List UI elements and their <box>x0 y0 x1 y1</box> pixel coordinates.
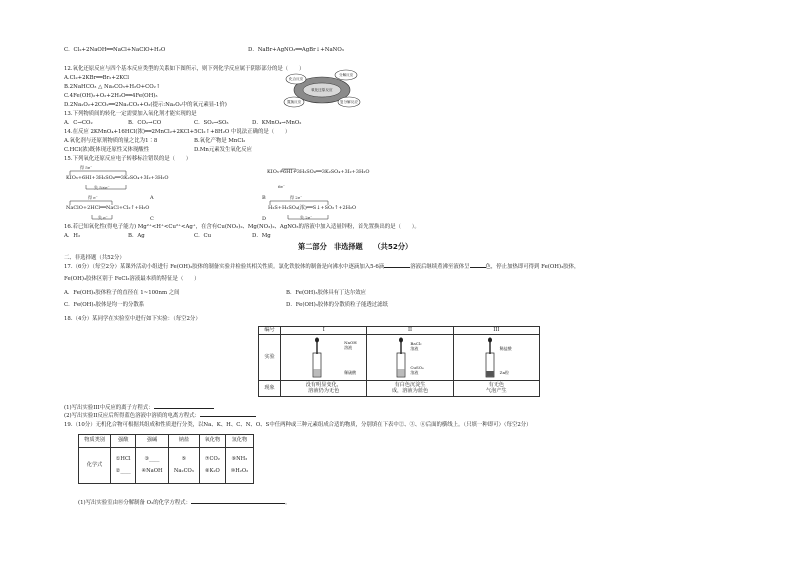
q15-b-top-label: 6e⁻ <box>278 184 286 189</box>
q18-sub2 <box>64 413 256 419</box>
q15-c-equation: NaClO+2HCl══NaCl+Cl₂↑+H₂O <box>66 205 150 211</box>
q19-stem: 19.（10分）无机化合物可根据其组成和性质进行分类，以Na、K、H、C、N、O、S中任两种或三种元素组成合适的物质，分别填在下表中②、③、⑥后面的横线上。（只填一种即可）（每空2分） <box>64 422 532 428</box>
q19-col5-item2: ⑩H₂O₂ <box>230 467 249 474</box>
q19-col5-cell <box>225 448 253 484</box>
q19-header-5: 氢化物 <box>225 435 253 448</box>
q19-col3-item2: Na₂CO₃ <box>173 467 194 474</box>
q18-sub1 <box>64 405 214 411</box>
q19-sub1-blank[interactable] <box>191 503 285 504</box>
section2-heading: 二、非选择题（共52分） <box>64 255 125 261</box>
q17-line1 <box>64 264 579 270</box>
q18-obs1 <box>281 381 367 397</box>
q12-option-d: D.2Na₂O₂+2CO₂══2Na₂CO₃+O₂(提示:Na₂O₂中的氧元素显-1价) <box>64 102 227 108</box>
q18-experiment-table <box>258 326 540 397</box>
q19-header-3: 钠盐 <box>168 435 199 448</box>
q17-option-c: C．Fe(OH)₃胶体是均一的分散系 <box>64 302 145 308</box>
q18-obs1-line2: 溶液仍为无色 <box>308 387 340 394</box>
q14-option-a: A.氧化剂与还原剂物质的量之比为1∶8 <box>64 138 158 144</box>
q19-col4-item2: ⑧K₂O <box>204 467 220 474</box>
q18-sub1-blank[interactable] <box>154 408 214 409</box>
q19-classification-table <box>78 434 254 484</box>
q17-blank-1[interactable] <box>384 267 410 268</box>
q19-col2-cell <box>136 448 169 484</box>
q15-a-top-label: 得 5e⁻ <box>80 165 93 170</box>
q18-header-1: I <box>281 327 367 335</box>
q19-sub1 <box>78 500 290 506</box>
q16-option-a: A．H₂ <box>64 233 81 239</box>
q18-exp3-top: 稀盐酸 <box>499 346 512 351</box>
q15-c-top-label: 得 e⁻ <box>88 195 98 200</box>
q19-row-label: 化学式 <box>79 448 111 484</box>
q19-col3-cell <box>168 448 199 484</box>
q18-exp2-bot2: 溶液 <box>410 370 419 375</box>
q18-header-3: III <box>453 327 539 335</box>
q15-a-bottom-label: 失 5×e⁻ <box>94 185 110 190</box>
q15-a-label: A <box>150 195 154 201</box>
q15-a-equation: KIO₃+6HI+3H₂SO₄══3K₂SO₄+3I₂+3H₂O <box>66 175 169 181</box>
q18-row-observation-label: 现象 <box>259 381 281 397</box>
q15-d-bottom-label: 失 2e⁻ <box>300 215 313 220</box>
q19-col3-item1: ⑤ <box>181 455 187 462</box>
q18-obs2-line2: 成，溶液为蓝色 <box>391 387 429 394</box>
q19-col5-item1: ⑨NH₃ <box>231 455 248 462</box>
q15-b-equation: KIO₃+6HI+3H₂SO₄══3K₂SO₄+3I₂+3H₂O <box>267 169 370 175</box>
option-c-top: C．Cl₂+2NaOH══NaCl+NaClO+H₂O <box>64 47 166 53</box>
q17-option-a: A．Fe(OH)₃胶体粒子的直径在 1~100nm 之间 <box>64 290 180 296</box>
q15-c-label: C <box>150 216 154 222</box>
q18-obs1-line1: 没有明显变化， <box>305 381 342 388</box>
q16-stem: 16.若已知氧化性(得电子能力) Mg²⁺<H⁺<Cu²⁺<Ag⁺，在含有Cu(NO₃)₂、Mg(NO₃)₂、AgNO₃的溶液中加入适量锌粉，首先置换出的是（ ）。 <box>64 224 420 230</box>
q17-line1-a: 17.（6分）（每空2分）某课外活动小组进行 Fe(OH)₃胶体的制备实验并检验其相关性质。氯化铁胶体的制备是向沸水中逐滴加入5-6滴 <box>64 264 385 270</box>
q17-line1-c: 色，停止加热即可得到 Fe(OH)₃胶体， <box>485 264 580 270</box>
q15-stem: 15.下列氧化还原反应电子转移标注错误的是（ ） <box>64 156 192 162</box>
q18-exp3-cell <box>453 335 539 381</box>
q15-d-top-label: 得 2e⁻ <box>290 195 303 200</box>
q17-option-b: B．Fe(OH)₃胶体具有丁达尔效应 <box>286 290 366 296</box>
q19-header-4: 氧化物 <box>200 435 226 448</box>
q12-option-b: B.2NaHCO₃ △ Na₂CO₃+H₂O+CO₂↑ <box>64 84 161 90</box>
q18-sub1-text: (1)写出实验III中反应的离子方程式： <box>64 405 154 411</box>
q18-obs3-line1: 有无色 <box>488 381 505 388</box>
q14-stem: 14.在反应 2KMnO₄+16HCl(浓)══2MnCl₂+2KCl+5Cl₂↑+8H₂O 中说法正确的是（ ） <box>64 129 291 135</box>
q19-col2-item1[interactable]: ③____ <box>144 455 160 462</box>
q17-blank-2[interactable] <box>470 267 486 268</box>
venn-center-label: 氧化还原反应 <box>311 88 333 92</box>
q14-option-c: C.HCl(浓)既体现还原性又体现酸性 <box>64 147 150 153</box>
q13-stem: 13.下列物质间的转化一定需要加入氧化剂才能实现的是 <box>64 111 197 117</box>
q18-exp1-cell <box>281 335 367 381</box>
q18-exp1-top2: 溶液 <box>344 345 353 350</box>
q13-option-d: D．KMnO₄→MnO₂ <box>252 120 302 126</box>
q15-d-label: D <box>262 216 267 222</box>
q19-col1-item2[interactable]: ②____ <box>115 467 131 474</box>
q19-col1-item1: ①HCl <box>115 455 131 462</box>
q19-col1-cell <box>111 448 136 484</box>
q17-option-d: D．Fe(OH)₃胶体的分散质粒子能透过滤纸 <box>286 302 388 308</box>
q18-exp3-bot: Zn粒 <box>499 370 510 375</box>
q19-col4-item1: ⑦CO₂ <box>204 455 220 462</box>
q18-exp2-top2: 溶液 <box>410 346 419 351</box>
q18-header-label: 编号 <box>259 327 281 335</box>
q18-stem: 18.（4分）某同学在实验室中进行如下实验：（每空2分） <box>64 316 201 322</box>
q18-exp2-top: BaCl₂ <box>410 341 422 346</box>
q18-row-experiment-label: 实验 <box>259 335 281 381</box>
q19-col2-item2: ④NaOH <box>141 467 163 474</box>
q18-sub2-blank[interactable] <box>200 416 256 417</box>
q15-b-label: B <box>262 195 266 201</box>
q12-stem: 12.氧化还原反应与四个基本反应类型的关系如下图所示，则下列化学反应属于阴影部分的是（ ） <box>64 66 305 72</box>
option-d-top: D．NaBr+AgNO₃══AgBr↓+NaNO₃ <box>248 47 344 53</box>
q16-option-c: C．Cu <box>194 233 212 239</box>
part2-title: 第二部分 非选择题 （共52分） <box>298 242 413 251</box>
q19-header-2: 强碱 <box>136 435 169 448</box>
q16-option-d: D．Mg <box>252 233 271 239</box>
q18-exp2-cell <box>367 335 453 381</box>
venn-tr-label: 分解反应 <box>339 73 354 77</box>
q18-exp2-bot: CuSO₄ <box>410 365 424 370</box>
q19-col4-cell <box>200 448 226 484</box>
q15-c-bottom-label: 失 e⁻ <box>98 215 108 220</box>
q18-obs3 <box>453 381 539 397</box>
q14-option-d: D.Mn元素发生氧化反应 <box>194 147 252 153</box>
q12-option-a: A.Cl₂+2KBr══Br₂+2KCl <box>64 75 129 81</box>
q15-d-equation: H₂S+H₂SO₄(浓)══S↓+SO₂↑+2H₂O <box>268 205 357 211</box>
q19-header-1: 强酸 <box>111 435 136 448</box>
q17-line2: Fe(OH)₃胶体区别于 FeCl₃溶液最本质的特征是（ ） <box>64 276 200 282</box>
q18-obs2-line1: 有白色沉淀生 <box>394 381 426 388</box>
q18-sub2-text: (2)写出实验II反应后所得蓝色溶液中溶质的电离方程式： <box>64 413 200 419</box>
q13-option-a: A．C→CO₂ <box>64 120 93 126</box>
q19-header-0: 物质类别 <box>79 435 111 448</box>
q18-obs3-line2: 气泡产生 <box>485 387 507 394</box>
venn-bl-label: 置换反应 <box>287 100 302 104</box>
q12-venn-diagram <box>277 62 367 112</box>
q14-option-b: B.氧化产物是 MnCl₂ <box>194 138 246 144</box>
q13-option-b: B．CO₂→CO <box>128 120 162 126</box>
q19-sub1-end: 。 <box>284 500 291 506</box>
venn-br-label: 复分解反应 <box>340 100 358 104</box>
q12-option-c: C.4Fe(OH)₂+O₂+2H₂O══4Fe(OH)₃ <box>64 93 158 99</box>
q18-obs2 <box>367 381 453 397</box>
q17-line1-b: 溶液后继续煮沸至液体呈 <box>410 264 470 270</box>
venn-tl-label: 化合反应 <box>289 77 304 81</box>
q13-option-c: C．SO₂→SO₃ <box>194 120 229 126</box>
q19-sub1-text: (1)写出实验室由⑩分解制备 O₂的化学方程式： <box>78 500 191 506</box>
q16-option-b: B．Ag <box>128 233 145 239</box>
q18-exp1-top: NaOH <box>344 340 357 345</box>
q18-exp1-bot: 稀硫酸 <box>344 370 357 375</box>
q18-header-2: II <box>367 327 453 335</box>
test-tube-dropper-icon <box>311 337 335 379</box>
